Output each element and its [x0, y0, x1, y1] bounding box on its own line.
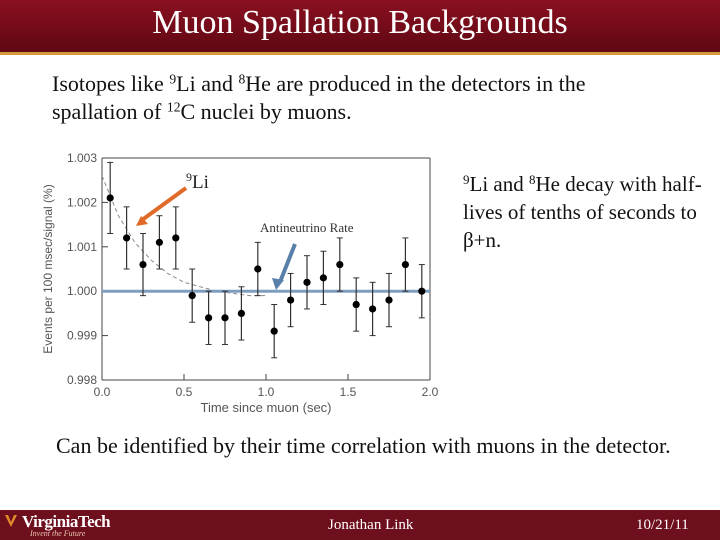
data-point: [418, 288, 425, 295]
data-point: [353, 301, 360, 308]
x-tick-label: 1.0: [257, 385, 275, 399]
y-tick-label: 0.999: [66, 328, 97, 343]
data-point: [221, 314, 228, 321]
data-point: [172, 234, 179, 241]
slide-title: Muon Spallation Backgrounds: [152, 4, 568, 41]
vt-mark-icon: [4, 514, 18, 528]
data-point: [156, 239, 163, 246]
data-point: [238, 310, 245, 317]
decay-note-part: He decay with half-lives of tenths of seconds to β+n.: [463, 172, 702, 252]
data-point: [123, 234, 130, 241]
identification-text: Can be identified by their time correlation with muons in the detector.: [56, 433, 671, 458]
intro-text: [52, 70, 672, 126]
superscript: 12: [166, 99, 181, 115]
footer: [0, 510, 720, 540]
data-point: [402, 261, 409, 268]
data-point: [139, 261, 146, 268]
spallation-chart: [40, 148, 450, 418]
data-point: [254, 265, 261, 272]
intro-text-part: C nuclei by muons.: [180, 99, 352, 124]
author: Jonathan Link: [328, 517, 414, 533]
y-tick-label: 1.001: [66, 239, 97, 254]
x-tick-label: 1.5: [339, 385, 357, 399]
data-point: [271, 328, 278, 335]
superscript: 8: [238, 71, 246, 87]
date: 10/21/11: [636, 517, 689, 533]
y-tick-label: 0.998: [66, 373, 97, 387]
rate-label: Antineutrino Rate: [260, 220, 354, 235]
superscript: 9: [463, 171, 470, 187]
y-tick-label: 1.002: [66, 195, 97, 210]
y-tick-label: 1.003: [66, 151, 97, 165]
li-label-sup: 9: [186, 170, 192, 184]
decay-note: [463, 170, 703, 254]
x-tick-label: 0.0: [93, 385, 111, 399]
li-label-text: Li: [192, 172, 209, 193]
superscript: 8: [529, 171, 536, 187]
superscript: 9: [169, 71, 177, 87]
data-point: [369, 305, 376, 312]
data-point: [385, 296, 392, 303]
logo-text: VirginiaTech: [22, 512, 111, 531]
y-tick-label: 1.000: [66, 284, 97, 299]
virginia-tech-logo: [8, 512, 110, 538]
data-point: [107, 194, 114, 201]
data-point: [189, 292, 196, 299]
x-tick-label: 2.0: [421, 385, 439, 399]
intro-text-part: Li and: [176, 71, 239, 96]
data-point: [320, 274, 327, 281]
decay-note-part: Li and: [469, 172, 529, 196]
y-axis-label: Events per 100 msec/signal (%): [41, 184, 55, 354]
li-label: [186, 170, 209, 193]
intro-text-part: Isotopes like: [52, 71, 170, 96]
title-bar: [0, 0, 720, 55]
li-arrow: [142, 188, 186, 220]
rate-arrow-head: [272, 278, 284, 290]
data-point: [287, 296, 294, 303]
x-axis-label: Time since muon (sec): [200, 400, 332, 415]
data-point: [336, 261, 343, 268]
rate-arrow: [280, 244, 295, 282]
x-tick-label: 0.5: [175, 385, 193, 399]
intro-text-part: He are produced in the detectors in the spallation of: [52, 71, 586, 124]
data-point: [303, 279, 310, 286]
logo-subtext: Invent the Future: [30, 529, 86, 538]
data-point: [205, 314, 212, 321]
